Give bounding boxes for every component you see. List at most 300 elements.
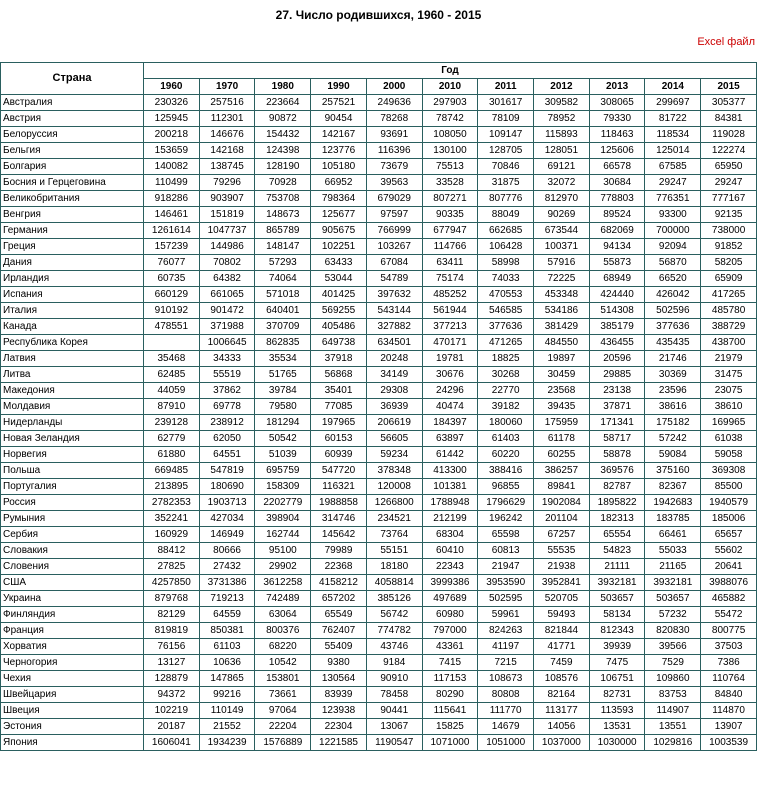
- birth-count-cell: 108576: [534, 671, 590, 687]
- header-row-top: [1, 63, 757, 79]
- birth-count-cell: 520705: [534, 591, 590, 607]
- birth-count-cell: 3953590: [478, 575, 534, 591]
- birth-count-cell: 14679: [478, 719, 534, 735]
- birth-count-cell: 68220: [255, 639, 311, 655]
- birth-count-cell: 114766: [422, 239, 478, 255]
- country-name: Швейцария: [1, 687, 144, 703]
- birth-count-cell: 61442: [422, 447, 478, 463]
- country-name: Латвия: [1, 351, 144, 367]
- birth-count-cell: 130564: [311, 671, 367, 687]
- country-name: Словакия: [1, 543, 144, 559]
- birth-count-cell: 116396: [366, 143, 422, 159]
- birth-count-cell: 72225: [534, 271, 590, 287]
- birth-count-cell: 249636: [366, 95, 422, 111]
- birth-count-cell: 3612258: [255, 575, 311, 591]
- birth-count-cell: 547720: [311, 463, 367, 479]
- birth-count-cell: 378348: [366, 463, 422, 479]
- birth-count-cell: 57242: [645, 431, 701, 447]
- table-row: [1, 623, 757, 639]
- birth-count-cell: 39566: [645, 639, 701, 655]
- country-name: Чехия: [1, 671, 144, 687]
- birth-count-cell: 92135: [701, 207, 757, 223]
- birth-count-cell: 50542: [255, 431, 311, 447]
- birth-count-cell: 401425: [311, 287, 367, 303]
- birth-count-cell: 84381: [701, 111, 757, 127]
- country-name: Босния и Герцеговина: [1, 175, 144, 191]
- table-row: [1, 111, 757, 127]
- birth-count-cell: 82129: [144, 607, 200, 623]
- birth-count-cell: 101381: [422, 479, 478, 495]
- country-name: Австрия: [1, 111, 144, 127]
- birth-count-cell: 22304: [311, 719, 367, 735]
- birth-count-cell: 649738: [311, 335, 367, 351]
- birth-count-cell: 13127: [144, 655, 200, 671]
- birth-count-cell: 85500: [701, 479, 757, 495]
- year-header: 2011: [478, 79, 534, 95]
- birth-count-cell: 144986: [199, 239, 255, 255]
- birth-count-cell: 73661: [255, 687, 311, 703]
- birth-count-cell: 185006: [701, 511, 757, 527]
- birth-count-cell: 57916: [534, 255, 590, 271]
- birth-count-cell: 125606: [589, 143, 645, 159]
- birth-count-cell: 1190547: [366, 735, 422, 751]
- birth-count-cell: 82787: [589, 479, 645, 495]
- birth-count-cell: 60153: [311, 431, 367, 447]
- year-header: 2013: [589, 79, 645, 95]
- table-row: [1, 143, 757, 159]
- birth-count-cell: 160929: [144, 527, 200, 543]
- birth-count-cell: 29902: [255, 559, 311, 575]
- birth-count-cell: 55151: [366, 543, 422, 559]
- birth-count-cell: 21947: [478, 559, 534, 575]
- birth-count-cell: 23596: [645, 383, 701, 399]
- birth-count-cell: 20641: [701, 559, 757, 575]
- table-row: [1, 735, 757, 751]
- birth-count-cell: 640401: [255, 303, 311, 319]
- birth-count-cell: 7215: [478, 655, 534, 671]
- birth-count-cell: 60939: [311, 447, 367, 463]
- birth-count-cell: 44059: [144, 383, 200, 399]
- birth-count-cell: 60410: [422, 543, 478, 559]
- birth-count-cell: 97597: [366, 207, 422, 223]
- birth-count-cell: 23568: [534, 383, 590, 399]
- birth-count-cell: 23075: [701, 383, 757, 399]
- birth-count-cell: 66461: [645, 527, 701, 543]
- birth-count-cell: 547819: [199, 463, 255, 479]
- birth-count-cell: 257516: [199, 95, 255, 111]
- birth-count-cell: 22343: [422, 559, 478, 575]
- birth-count-cell: 175959: [534, 415, 590, 431]
- birth-count-cell: 862835: [255, 335, 311, 351]
- birth-count-cell: 39939: [589, 639, 645, 655]
- birth-count-cell: 20187: [144, 719, 200, 735]
- birth-count-cell: 901472: [199, 303, 255, 319]
- birth-count-cell: 305377: [701, 95, 757, 111]
- birth-count-cell: 213895: [144, 479, 200, 495]
- birth-count-cell: 30369: [645, 367, 701, 383]
- birth-count-cell: 21111: [589, 559, 645, 575]
- birth-count-cell: 820830: [645, 623, 701, 639]
- country-name: Словения: [1, 559, 144, 575]
- birth-count-cell: 90335: [422, 207, 478, 223]
- birth-count-cell: 55535: [534, 543, 590, 559]
- birth-count-cell: 738000: [701, 223, 757, 239]
- year-header: 1970: [199, 79, 255, 95]
- birth-count-cell: 453348: [534, 287, 590, 303]
- birth-count-cell: 3932181: [645, 575, 701, 591]
- birth-count-cell: 37918: [311, 351, 367, 367]
- birth-count-cell: 61403: [478, 431, 534, 447]
- birth-count-cell: 18825: [478, 351, 534, 367]
- birth-count-cell: 24296: [422, 383, 478, 399]
- birth-count-cell: 57293: [255, 255, 311, 271]
- birth-count-cell: 435435: [645, 335, 701, 351]
- birth-count-cell: 82731: [589, 687, 645, 703]
- page-title: 27. Число родившихся, 1960 - 2015: [275, 8, 482, 22]
- birth-count-cell: 679029: [366, 191, 422, 207]
- birth-count-cell: 65657: [701, 527, 757, 543]
- birth-count-cell: 776351: [645, 191, 701, 207]
- birth-count-cell: 78109: [478, 111, 534, 127]
- birth-count-cell: 51765: [255, 367, 311, 383]
- birth-count-cell: 7475: [589, 655, 645, 671]
- birth-count-cell: 502595: [478, 591, 534, 607]
- birth-count-cell: 230326: [144, 95, 200, 111]
- birth-count-cell: 413300: [422, 463, 478, 479]
- country-name: Хорватия: [1, 639, 144, 655]
- birth-count-cell: 118534: [645, 127, 701, 143]
- birth-count-cell: 78952: [534, 111, 590, 127]
- birth-count-cell: 113177: [534, 703, 590, 719]
- birth-count-cell: 90441: [366, 703, 422, 719]
- table-row: [1, 287, 757, 303]
- country-name: Болгария: [1, 159, 144, 175]
- birth-count-cell: 157239: [144, 239, 200, 255]
- birth-count-cell: 65554: [589, 527, 645, 543]
- birth-count-cell: 18180: [366, 559, 422, 575]
- birth-count-cell: 29885: [589, 367, 645, 383]
- birth-count-cell: 35468: [144, 351, 200, 367]
- birth-count-cell: 158309: [255, 479, 311, 495]
- country-name: Венгрия: [1, 207, 144, 223]
- birth-count-cell: 405486: [311, 319, 367, 335]
- birth-count-cell: 309582: [534, 95, 590, 111]
- birth-count-cell: 436455: [589, 335, 645, 351]
- country-name: Македония: [1, 383, 144, 399]
- birth-count-cell: 62779: [144, 431, 200, 447]
- country-name: Румыния: [1, 511, 144, 527]
- table-row: [1, 527, 757, 543]
- birth-count-cell: 1003539: [701, 735, 757, 751]
- birth-count-cell: 3731386: [199, 575, 255, 591]
- birth-count-cell: 21165: [645, 559, 701, 575]
- birth-count-cell: 59058: [701, 447, 757, 463]
- year-header: 2015: [701, 79, 757, 95]
- birth-count-cell: 102251: [311, 239, 367, 255]
- birth-count-cell: 369308: [701, 463, 757, 479]
- birth-count-cell: 660129: [144, 287, 200, 303]
- birth-count-cell: 65950: [701, 159, 757, 175]
- birth-count-cell: 153801: [255, 671, 311, 687]
- table-row: [1, 127, 757, 143]
- birth-count-cell: 297903: [422, 95, 478, 111]
- birth-count-cell: 76156: [144, 639, 200, 655]
- country-name: Ирландия: [1, 271, 144, 287]
- birth-count-cell: 37862: [199, 383, 255, 399]
- birth-count-cell: 146949: [199, 527, 255, 543]
- year-group-header: Год: [144, 63, 757, 79]
- birth-count-cell: 22204: [255, 719, 311, 735]
- country-column-header: Страна: [1, 63, 144, 95]
- birth-count-cell: 762407: [311, 623, 367, 639]
- birth-count-cell: 60980: [422, 607, 478, 623]
- birth-count-cell: 1037000: [534, 735, 590, 751]
- birth-count-cell: 122274: [701, 143, 757, 159]
- table-row: [1, 303, 757, 319]
- birth-count-cell: 60735: [144, 271, 200, 287]
- birth-count-cell: 32072: [534, 175, 590, 191]
- birth-count-cell: 67084: [366, 255, 422, 271]
- births-table-container: [0, 62, 757, 751]
- birth-count-cell: 51039: [255, 447, 311, 463]
- birth-count-cell: 21938: [534, 559, 590, 575]
- birth-count-cell: 2782353: [144, 495, 200, 511]
- birth-count-cell: 417265: [701, 287, 757, 303]
- birth-count-cell: 29308: [366, 383, 422, 399]
- birth-count-cell: 61178: [534, 431, 590, 447]
- birth-count-cell: 9380: [311, 655, 367, 671]
- birth-count-cell: 327882: [366, 319, 422, 335]
- birth-count-cell: 20596: [589, 351, 645, 367]
- birth-count-cell: 58998: [478, 255, 534, 271]
- birth-count-cell: 200218: [144, 127, 200, 143]
- birth-count-cell: 7529: [645, 655, 701, 671]
- birth-count-cell: 61038: [701, 431, 757, 447]
- birth-count-cell: 75513: [422, 159, 478, 175]
- table-row: [1, 207, 757, 223]
- birth-count-cell: 142168: [199, 143, 255, 159]
- birth-count-cell: 30459: [534, 367, 590, 383]
- birth-count-cell: 55602: [701, 543, 757, 559]
- birth-count-cell: 59961: [478, 607, 534, 623]
- birth-count-cell: 120008: [366, 479, 422, 495]
- country-name: Бельгия: [1, 143, 144, 159]
- table-row: [1, 703, 757, 719]
- birth-count-cell: 29247: [701, 175, 757, 191]
- birth-count-cell: 59234: [366, 447, 422, 463]
- country-name: Украина: [1, 591, 144, 607]
- birth-count-cell: 55472: [701, 607, 757, 623]
- birth-count-cell: 90269: [534, 207, 590, 223]
- birth-count-cell: 55033: [645, 543, 701, 559]
- birth-count-cell: 63064: [255, 607, 311, 623]
- birth-count-cell: 61880: [144, 447, 200, 463]
- table-row: [1, 383, 757, 399]
- birth-count-cell: 1796629: [478, 495, 534, 511]
- birth-count-cell: 34149: [366, 367, 422, 383]
- birth-count-cell: 113593: [589, 703, 645, 719]
- birth-count-cell: 388729: [701, 319, 757, 335]
- birth-count-cell: 766999: [366, 223, 422, 239]
- birth-count-cell: 369576: [589, 463, 645, 479]
- birth-count-cell: 90454: [311, 111, 367, 127]
- birth-count-cell: 438700: [701, 335, 757, 351]
- birth-count-cell: 1576889: [255, 735, 311, 751]
- birth-count-cell: 62050: [199, 431, 255, 447]
- birth-count-cell: 424440: [589, 287, 645, 303]
- birth-count-cell: 39563: [366, 175, 422, 191]
- birth-count-cell: 106428: [478, 239, 534, 255]
- birth-count-cell: 128051: [534, 143, 590, 159]
- birth-count-cell: 89524: [589, 207, 645, 223]
- birth-count-cell: 677947: [422, 223, 478, 239]
- birth-count-cell: 426042: [645, 287, 701, 303]
- table-row: [1, 719, 757, 735]
- birth-count-cell: 798364: [311, 191, 367, 207]
- table-row: [1, 655, 757, 671]
- birth-count-cell: 75174: [422, 271, 478, 287]
- birth-count-cell: 63897: [422, 431, 478, 447]
- birth-count-cell: 115893: [534, 127, 590, 143]
- birth-count-cell: 377213: [422, 319, 478, 335]
- birth-count-cell: 54823: [589, 543, 645, 559]
- birth-count-cell: 212199: [422, 511, 478, 527]
- country-name: Швеция: [1, 703, 144, 719]
- birth-count-cell: 183785: [645, 511, 701, 527]
- table-row: [1, 447, 757, 463]
- birth-count-cell: 80290: [422, 687, 478, 703]
- birth-count-cell: 503657: [589, 591, 645, 607]
- birth-count-cell: 56742: [366, 607, 422, 623]
- birth-count-cell: 30684: [589, 175, 645, 191]
- birth-count-cell: 485252: [422, 287, 478, 303]
- country-name: Польша: [1, 463, 144, 479]
- birth-count-cell: 1895822: [589, 495, 645, 511]
- country-name: Канада: [1, 319, 144, 335]
- birth-count-cell: 427034: [199, 511, 255, 527]
- birth-count-cell: 381429: [534, 319, 590, 335]
- country-name: Франция: [1, 623, 144, 639]
- birth-count-cell: 370709: [255, 319, 311, 335]
- birth-count-cell: 125677: [311, 207, 367, 223]
- birth-count-cell: 4158212: [311, 575, 367, 591]
- birth-count-cell: 151819: [199, 207, 255, 223]
- birth-count-cell: 153659: [144, 143, 200, 159]
- birth-count-cell: 36939: [366, 399, 422, 415]
- birth-count-cell: 1903713: [199, 495, 255, 511]
- birth-count-cell: 21979: [701, 351, 757, 367]
- birth-count-cell: 37871: [589, 399, 645, 415]
- birth-count-cell: 299697: [645, 95, 701, 111]
- birth-count-cell: 2202779: [255, 495, 311, 511]
- births-table: [0, 62, 757, 751]
- birth-count-cell: 22368: [311, 559, 367, 575]
- birth-count-cell: 70928: [255, 175, 311, 191]
- birth-count-cell: 314746: [311, 511, 367, 527]
- table-row: [1, 511, 757, 527]
- birth-count-cell: 114907: [645, 703, 701, 719]
- birth-count-cell: 1030000: [589, 735, 645, 751]
- birth-count-cell: 682069: [589, 223, 645, 239]
- birth-count-cell: 145642: [311, 527, 367, 543]
- birth-count-cell: 94134: [589, 239, 645, 255]
- birth-count-cell: 201104: [534, 511, 590, 527]
- birth-count-cell: 76077: [144, 255, 200, 271]
- country-name: Норвегия: [1, 447, 144, 463]
- birth-count-cell: 68304: [422, 527, 478, 543]
- birth-count-cell: 238912: [199, 415, 255, 431]
- birth-count-cell: 812970: [534, 191, 590, 207]
- country-name: Сербия: [1, 527, 144, 543]
- birth-count-cell: 117153: [422, 671, 478, 687]
- country-name: Республика Корея: [1, 335, 144, 351]
- table-row: [1, 639, 757, 655]
- birth-count-cell: 73679: [366, 159, 422, 175]
- birth-count-cell: 96855: [478, 479, 534, 495]
- birth-count-cell: 206619: [366, 415, 422, 431]
- birth-count-cell: 181294: [255, 415, 311, 431]
- excel-file-link[interactable]: Excel файл: [697, 36, 755, 48]
- birth-count-cell: 66952: [311, 175, 367, 191]
- birth-count-cell: 67257: [534, 527, 590, 543]
- birth-count-cell: 105180: [311, 159, 367, 175]
- birth-count-cell: 38616: [645, 399, 701, 415]
- birth-count-cell: 53044: [311, 271, 367, 287]
- birth-count-cell: 569255: [311, 303, 367, 319]
- birth-count-cell: 753708: [255, 191, 311, 207]
- birth-count-cell: 14056: [534, 719, 590, 735]
- country-name: Нидерланды: [1, 415, 144, 431]
- birth-count-cell: 61103: [199, 639, 255, 655]
- birth-count-cell: 64382: [199, 271, 255, 287]
- birth-count-cell: 93691: [366, 127, 422, 143]
- birth-count-cell: 138745: [199, 159, 255, 175]
- birth-count-cell: 182313: [589, 511, 645, 527]
- table-row: [1, 559, 757, 575]
- year-header: 1960: [144, 79, 200, 95]
- birth-count-cell: 1788948: [422, 495, 478, 511]
- table-body: [1, 95, 757, 751]
- birth-count-cell: 43746: [366, 639, 422, 655]
- year-header: 2012: [534, 79, 590, 95]
- birth-count-cell: 66520: [645, 271, 701, 287]
- birth-count-cell: 146461: [144, 207, 200, 223]
- birth-count-cell: 1902084: [534, 495, 590, 511]
- birth-count-cell: 125945: [144, 111, 200, 127]
- birth-count-cell: 534186: [534, 303, 590, 319]
- birth-count-cell: 109147: [478, 127, 534, 143]
- birth-count-cell: 13531: [589, 719, 645, 735]
- birth-count-cell: 55519: [199, 367, 255, 383]
- birth-count-cell: 1266800: [366, 495, 422, 511]
- birth-count-cell: 10636: [199, 655, 255, 671]
- birth-count-cell: 774782: [366, 623, 422, 639]
- birth-count-cell: 386257: [534, 463, 590, 479]
- birth-count-cell: 77085: [311, 399, 367, 415]
- birth-count-cell: 634501: [366, 335, 422, 351]
- birth-count-cell: 124398: [255, 143, 311, 159]
- country-name: Черногория: [1, 655, 144, 671]
- birth-count-cell: 377636: [645, 319, 701, 335]
- birth-count-cell: 58134: [589, 607, 645, 623]
- country-name: Новая Зеландия: [1, 431, 144, 447]
- birth-count-cell: 39784: [255, 383, 311, 399]
- birth-count-cell: 39182: [478, 399, 534, 415]
- year-header: 2014: [645, 79, 701, 95]
- birth-count-cell: 778803: [589, 191, 645, 207]
- country-name: Испания: [1, 287, 144, 303]
- birth-count-cell: 162744: [255, 527, 311, 543]
